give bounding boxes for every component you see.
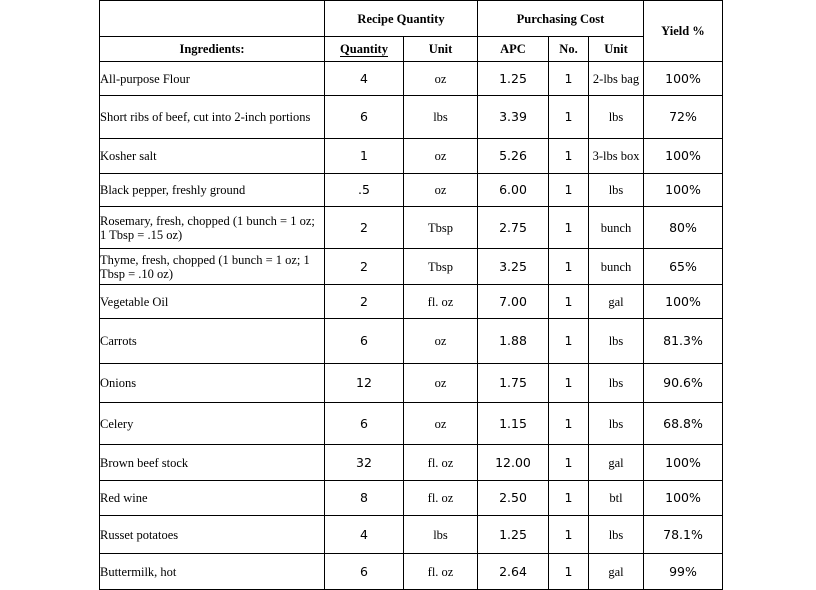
no-cell: 1 <box>549 139 589 174</box>
unit-cell: fl. oz <box>404 285 478 319</box>
purchase-unit-cell: gal <box>589 285 644 319</box>
yield-cell: 78.1% <box>644 516 723 554</box>
no-cell: 1 <box>549 516 589 554</box>
no-cell: 1 <box>549 285 589 319</box>
apc-cell: 6.00 <box>478 174 549 207</box>
quantity-cell: 32 <box>325 445 404 481</box>
unit-cell: oz <box>404 174 478 207</box>
unit-cell: lbs <box>404 96 478 139</box>
unit-cell: fl. oz <box>404 481 478 516</box>
table-row <box>100 481 723 516</box>
ingredient-cell: All-purpose Flour <box>100 62 325 96</box>
apc-cell: 1.15 <box>478 403 549 445</box>
no-cell: 1 <box>549 96 589 139</box>
table-row <box>100 249 723 285</box>
purchase-unit-cell: lbs <box>589 364 644 403</box>
header-ingredients: Ingredients: <box>100 37 325 62</box>
unit-cell: oz <box>404 364 478 403</box>
purchase-unit-cell: lbs <box>589 403 644 445</box>
apc-cell: 7.00 <box>478 285 549 319</box>
ingredient-cell: Rosemary, fresh, chopped (1 bunch = 1 oz; 1 Tbsp = .15 oz) <box>100 207 325 249</box>
apc-cell: 2.75 <box>478 207 549 249</box>
yield-cell: 99% <box>644 554 723 590</box>
table-row <box>100 207 723 249</box>
table-row <box>100 445 723 481</box>
ingredient-cell: Russet potatoes <box>100 516 325 554</box>
no-cell: 1 <box>549 445 589 481</box>
table-body <box>100 62 723 590</box>
table-row <box>100 174 723 207</box>
quantity-cell: 2 <box>325 249 404 285</box>
apc-cell: 1.25 <box>478 516 549 554</box>
yield-cell: 100% <box>644 174 723 207</box>
unit-cell: oz <box>404 403 478 445</box>
unit-cell: oz <box>404 319 478 364</box>
ingredient-cell: Red wine <box>100 481 325 516</box>
quantity-cell: 8 <box>325 481 404 516</box>
apc-cell: 2.64 <box>478 554 549 590</box>
purchase-unit-cell: bunch <box>589 207 644 249</box>
ingredient-cell: Short ribs of beef, cut into 2-inch portions <box>100 96 325 139</box>
table-row <box>100 554 723 590</box>
quantity-cell: 6 <box>325 403 404 445</box>
ingredient-cell: Celery <box>100 403 325 445</box>
ingredient-cell: Thyme, fresh, chopped (1 bunch = 1 oz; 1 Tbsp = .10 oz) <box>100 249 325 285</box>
header-unit: Unit <box>404 37 478 62</box>
quantity-cell: 4 <box>325 62 404 96</box>
yield-cell: 100% <box>644 445 723 481</box>
header-no: No. <box>549 37 589 62</box>
yield-cell: 65% <box>644 249 723 285</box>
no-cell: 1 <box>549 174 589 207</box>
unit-cell: Tbsp <box>404 249 478 285</box>
apc-cell: 12.00 <box>478 445 549 481</box>
no-cell: 1 <box>549 554 589 590</box>
apc-cell: 2.50 <box>478 481 549 516</box>
header-yield: Yield % <box>644 1 723 62</box>
ingredient-cell: Onions <box>100 364 325 403</box>
quantity-cell: 6 <box>325 554 404 590</box>
no-cell: 1 <box>549 207 589 249</box>
apc-cell: 3.25 <box>478 249 549 285</box>
ingredient-cell: Buttermilk, hot <box>100 554 325 590</box>
quantity-cell: 6 <box>325 319 404 364</box>
recipe-costing-table <box>99 0 723 590</box>
purchase-unit-cell: gal <box>589 554 644 590</box>
purchase-unit-cell: lbs <box>589 174 644 207</box>
header-purchase-unit: Unit <box>589 37 644 62</box>
quantity-cell: 4 <box>325 516 404 554</box>
unit-cell: fl. oz <box>404 554 478 590</box>
ingredient-cell: Vegetable Oil <box>100 285 325 319</box>
yield-cell: 100% <box>644 285 723 319</box>
quantity-cell: 2 <box>325 285 404 319</box>
apc-cell: 3.39 <box>478 96 549 139</box>
unit-cell: Tbsp <box>404 207 478 249</box>
ingredient-cell: Brown beef stock <box>100 445 325 481</box>
apc-cell: 1.88 <box>478 319 549 364</box>
table-row <box>100 139 723 174</box>
yield-cell: 68.8% <box>644 403 723 445</box>
purchase-unit-cell: gal <box>589 445 644 481</box>
table-row <box>100 62 723 96</box>
no-cell: 1 <box>549 62 589 96</box>
ingredient-cell: Kosher salt <box>100 139 325 174</box>
unit-cell: oz <box>404 62 478 96</box>
quantity-cell: .5 <box>325 174 404 207</box>
no-cell: 1 <box>549 481 589 516</box>
yield-cell: 90.6% <box>644 364 723 403</box>
table-row <box>100 319 723 364</box>
table-row <box>100 403 723 445</box>
quantity-cell: 1 <box>325 139 404 174</box>
purchase-unit-cell: 3-lbs box <box>589 139 644 174</box>
yield-cell: 100% <box>644 481 723 516</box>
yield-cell: 81.3% <box>644 319 723 364</box>
quantity-cell: 12 <box>325 364 404 403</box>
purchase-unit-cell: 2-lbs bag <box>589 62 644 96</box>
no-cell: 1 <box>549 319 589 364</box>
unit-cell: oz <box>404 139 478 174</box>
header-blank-cell <box>100 1 325 37</box>
apc-cell: 1.25 <box>478 62 549 96</box>
yield-cell: 100% <box>644 139 723 174</box>
table-row <box>100 285 723 319</box>
table-row <box>100 516 723 554</box>
purchase-unit-cell: lbs <box>589 96 644 139</box>
unit-cell: lbs <box>404 516 478 554</box>
purchase-unit-cell: lbs <box>589 516 644 554</box>
no-cell: 1 <box>549 403 589 445</box>
quantity-cell: 6 <box>325 96 404 139</box>
apc-cell: 5.26 <box>478 139 549 174</box>
ingredient-cell: Black pepper, freshly ground <box>100 174 325 207</box>
purchase-unit-cell: bunch <box>589 249 644 285</box>
unit-cell: fl. oz <box>404 445 478 481</box>
header-quantity: Quantity <box>325 37 404 62</box>
yield-cell: 72% <box>644 96 723 139</box>
header-purchasing-cost: Purchasing Cost <box>478 1 644 37</box>
yield-cell: 100% <box>644 62 723 96</box>
table-row <box>100 364 723 403</box>
purchase-unit-cell: lbs <box>589 319 644 364</box>
ingredient-cell: Carrots <box>100 319 325 364</box>
apc-cell: 1.75 <box>478 364 549 403</box>
yield-cell: 80% <box>644 207 723 249</box>
purchase-unit-cell: btl <box>589 481 644 516</box>
header-apc: APC <box>478 37 549 62</box>
no-cell: 1 <box>549 249 589 285</box>
table-row <box>100 96 723 139</box>
no-cell: 1 <box>549 364 589 403</box>
quantity-cell: 2 <box>325 207 404 249</box>
header-recipe-quantity: Recipe Quantity <box>325 1 478 37</box>
